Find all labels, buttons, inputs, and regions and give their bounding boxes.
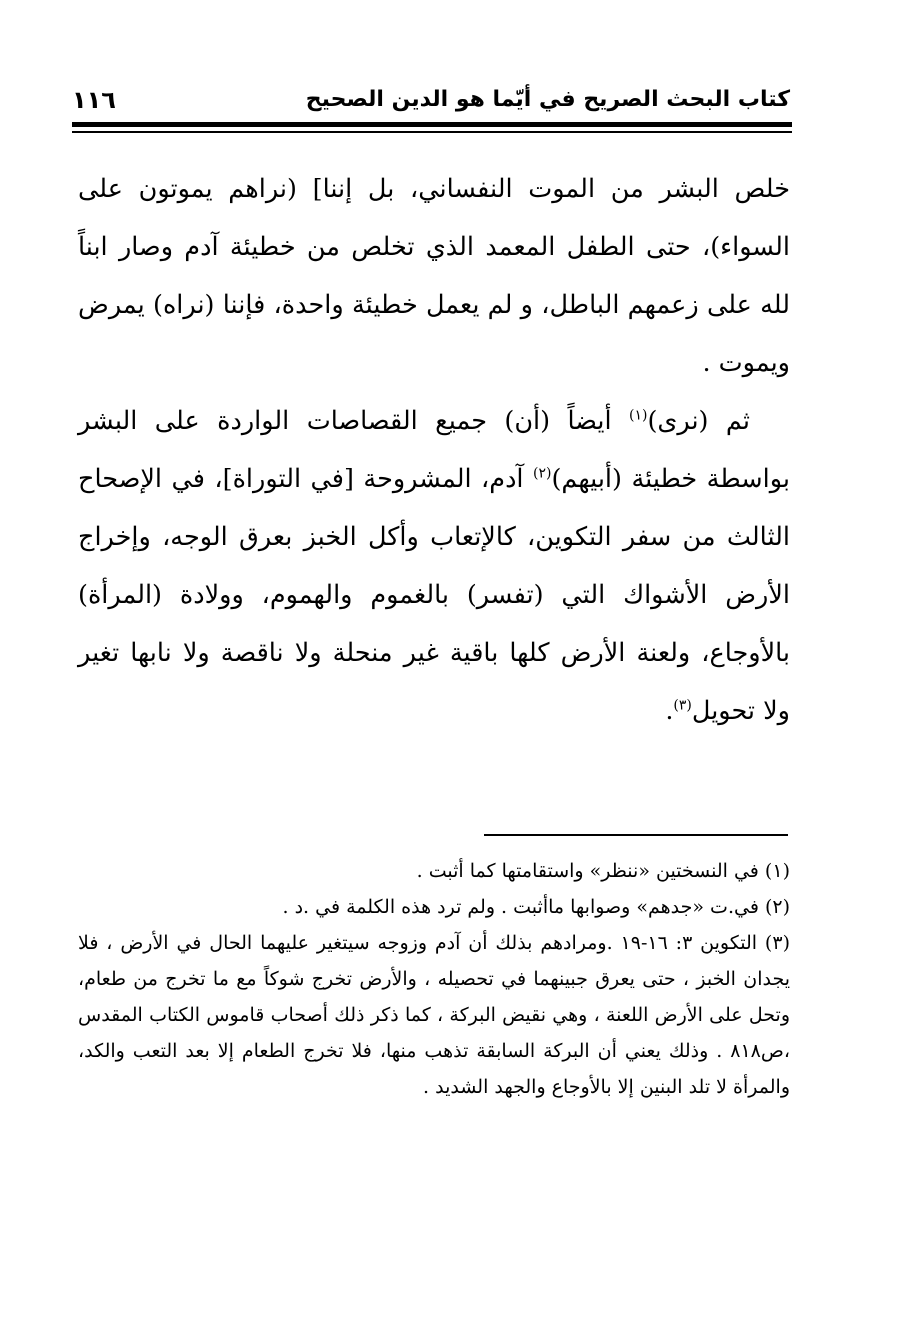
header-rule-thin — [72, 131, 792, 133]
paragraph-2-part-a: ثم (نرى) — [647, 406, 750, 436]
paragraph-1: خلص البشر من الموت النفساني، بل إننا] (نراهم يموتون على السواء)، حتى الطفل المعمد الذي تخلص من خطيئة آدم وصار ابناً لله على زعمهم الباطل، و لم يعمل خطيئة واحدة، فإننا (نراه) يمرض ويموت . — [78, 174, 790, 378]
footnote-3: (٣) التكوين ٣: ١٦-١٩ .ومرادهم بذلك أن آدم وزوجه سيتغير عليهما الحال في الأرض ، فلا يجدان الخبز ، حتى يعرق جبينهما في تحصيله ، والأرض تخرج شوكاً مع ما تخرج من طعام، وتحل على الأرض اللعنة ، وهي نقيض البركة ، كما ذكر ذلك أصحاب قاموس الكتاب المقدس ،ص٨١٨ . وذلك يعني أن البركة السابقة تذهب منها، فلا تخرج الطعام إلا بعد التعب والكد، والمرأة لا تلد البنين إلا بالأوجاع والجهد الشديد . — [78, 932, 790, 1098]
main-text — [78, 160, 790, 740]
footnote-separator — [484, 834, 788, 836]
page-header — [72, 82, 790, 122]
paragraph-2 — [78, 392, 790, 740]
paragraph-2-part-c: آدم، المشروحة [في التوراة]، في الإصحاح الثالث من سفر التكوين، كالإتعاب وأكل الخبز بعرق الوجه، وإخراج الأرض الأشواك التي (تفسر) بالغموم والهموم، وولادة (المرأة) بالأوجاع، ولعنة الأرض كلها باقية غير منحلة ولا ناقصة ولا نابها تغير ولا تحويل — [78, 464, 790, 726]
footnotes — [78, 853, 790, 1105]
page-number: ١١٦ — [72, 86, 116, 114]
footnote-ref-3: (٣) — [673, 697, 692, 714]
header-rule-thick — [72, 122, 792, 127]
paragraph-2-part-b: أيضاً (أن) جميع القصاصات الواردة على البشر بواسطة خطيئة (أبيهم) — [78, 406, 790, 494]
paragraph-2-part-d: . — [665, 696, 674, 726]
running-title: كتاب البحث الصريح في أيّما هو الدين الصحيح — [305, 87, 790, 112]
footnote-2: (٢) في.ت «جدهم» وصوابها ماأثبت . ولم ترد هذه الكلمة في .د . — [282, 896, 790, 918]
footnote-ref-2: (٢) — [533, 465, 552, 482]
footnote-ref-1: (١) — [629, 407, 648, 424]
footnote-1: (١) في النسختين «ننظر» واستقامتها كما أثبت . — [416, 860, 790, 882]
